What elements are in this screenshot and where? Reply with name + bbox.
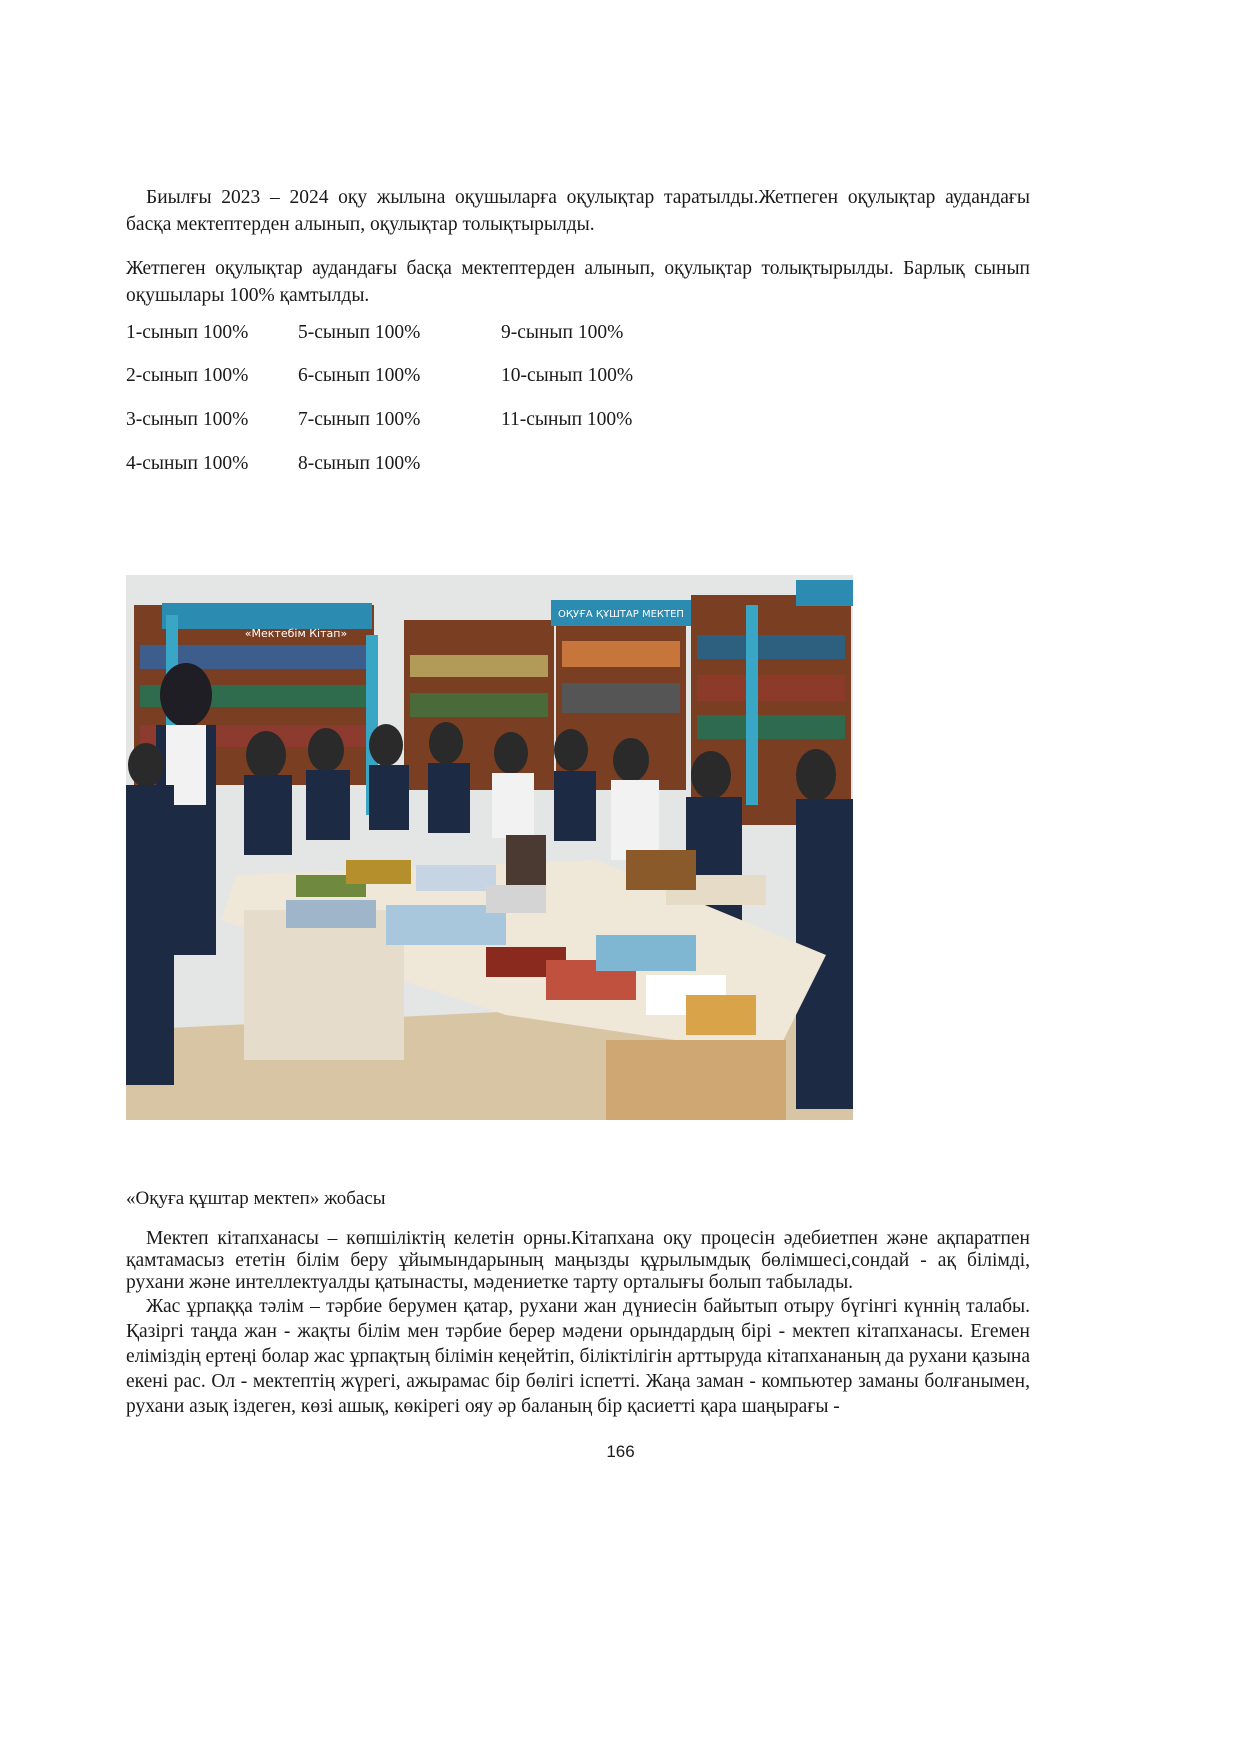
intro-paragraph-2: Жетпеген оқулықтар аудандағы басқа мектептерден алынып, оқулықтар толықтырылды. Барлық сынып оқушылары 100% қамтылды.	[126, 258, 1030, 306]
class-item: 4-сынып 100%	[126, 453, 249, 474]
class-item: 2-сынып 100%	[126, 365, 249, 386]
class-item: 6-сынып 100%	[298, 365, 421, 386]
class-item: 7-сынып 100%	[298, 409, 421, 430]
class-item: 8-сынып 100%	[298, 453, 421, 474]
class-coverage-list	[126, 322, 826, 502]
intro-paragraph-1: Биылғы 2023 – 2024 оқу жылына оқушыларға оқулықтар таратылды.Жетпеген оқулықтар аудандағы басқа мектептерден алынып, оқулықтар толықтырылды.	[126, 187, 1030, 235]
body-paragraph-2: Жас ұрпаққа тәлім – тәрбие берумен қатар, рухани жан дүниесін байытып отыру бүгінгі күннің талабы. Қазіргі таңда жан - жақты білім мен тәрбие берер мәдени орындардың бірі - мектеп кітапханасы. Егемен еліміздің ертеңі болар жас ұрпақтың білімін кеңейтіп, біліктілігін арттыруда кітапхананың да рухани қазына екені рас. Ол - мектептің жүрегі, ажырамас бір бөлігі іспетті. Жаңа заман - компьютер заманы болғанымен, рухани азық іздеген, көзі ашық, көкірегі ояу әр баланың бір қасиетті қара шаңырағы -	[126, 1296, 1031, 1417]
class-item: 3-сынып 100%	[126, 409, 249, 430]
class-item: 10-сынып 100%	[501, 365, 634, 386]
library-photo	[126, 575, 853, 1120]
body-paragraph-1: Мектеп кітапханасы – көпшіліктің келетін орны.Кітапхана оқу процесін әдебиетпен және ақпаратпен қамтамасыз ететін білім беру ұйымындарының маңызды құрылымдық бөлімшесі,сондай - ақ білімді, рухани және интеллектуалды қатынасты, мәдениетке тарту орталығы болып табылады.	[126, 1228, 1030, 1293]
project-caption: «Оқуға құштар мектеп» жобасы	[126, 1188, 386, 1209]
class-item: 1-сынып 100%	[126, 322, 249, 343]
class-item: 5-сынып 100%	[298, 322, 421, 343]
class-item: 11-сынып 100%	[501, 409, 633, 430]
sign-left: «Мектебім Кітап»	[244, 627, 348, 640]
class-item: 9-сынып 100%	[501, 322, 624, 343]
page-number: 166	[606, 1442, 635, 1461]
bookshelf-middle	[404, 620, 554, 790]
sign-right: ОҚУҒА ҚҰШТАР МЕКТЕП	[558, 609, 684, 620]
